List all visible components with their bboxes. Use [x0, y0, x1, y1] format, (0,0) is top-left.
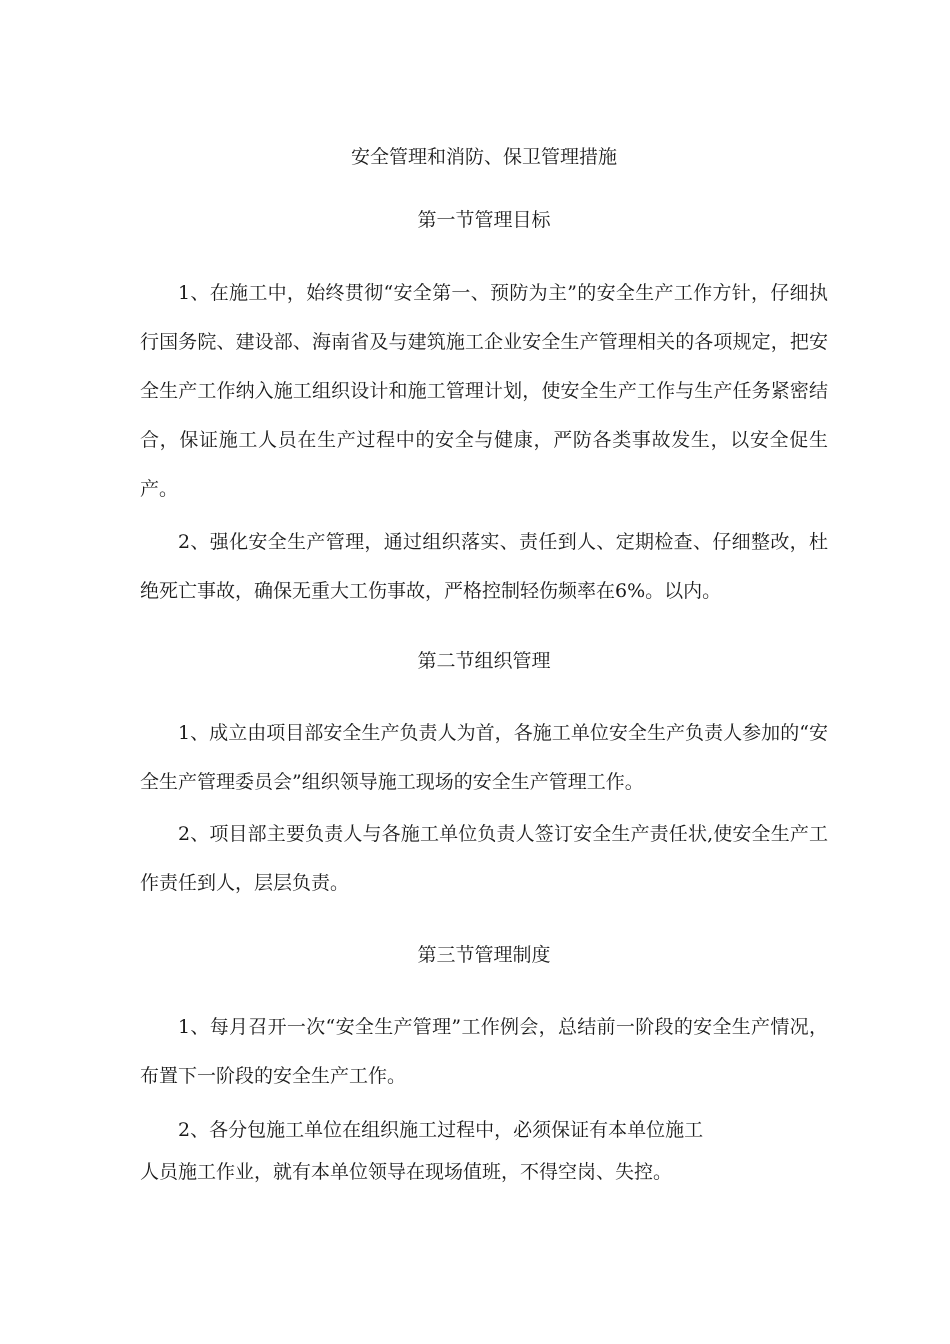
- section-heading-3: 第三节管理制度: [417, 944, 551, 966]
- section-3-paragraph-1: 1、每月召开一次“安全生产管理”工作例会，总结前一阶段的安全生产情况，布置下一阶段的安全生产工作。: [140, 1016, 828, 1087]
- document-title: 安全管理和消防、保卫管理措施: [350, 146, 617, 168]
- section-2-paragraph-2: 2、项目部主要负责人与各施工单位负责人签订安全生产责任状,使安全生产工作责任到人，层层负责。: [140, 823, 828, 894]
- section-2-paragraph-1: 1、成立由项目部安全生产负责人为首，各施工单位安全生产负责人参加的“安全生产管理委员会”组织领导施工现场的安全生产管理工作。: [140, 722, 828, 793]
- section-3-paragraph-2-line-2: 人员施工作业，就有本单位领导在现场值班，不得空岗、失控。: [140, 1161, 673, 1183]
- section-1-paragraph-1: 1、在施工中，始终贯彻“安全第一、预防为主”的安全生产工作方针，仔细执行国务院、建设部、海南省及与建筑施工企业安全生产管理相关的各项规定，把安全生产工作纳入施工组织设计和施工管理计划，使安全生产工作与生产任务紧密结合，保证施工人员在生产过程中的安全与健康，严防各类事故发生，以安全促生产。: [140, 282, 828, 500]
- section-heading-2: 第二节组织管理: [417, 650, 551, 672]
- section-1-paragraph-2: 2、强化安全生产管理，通过组织落实、责任到人、定期检查、仔细整改，杜绝死亡事故，确保无重大工伤事故，严格控制轻伤频率在6%。以内。: [140, 531, 828, 602]
- section-3-paragraph-2-line-1: 2、各分包施工单位在组织施工过程中，必须保证有本单位施工: [178, 1119, 704, 1141]
- section-heading-1: 第一节管理目标: [417, 209, 551, 231]
- document-page: [140, 0, 828, 1344]
